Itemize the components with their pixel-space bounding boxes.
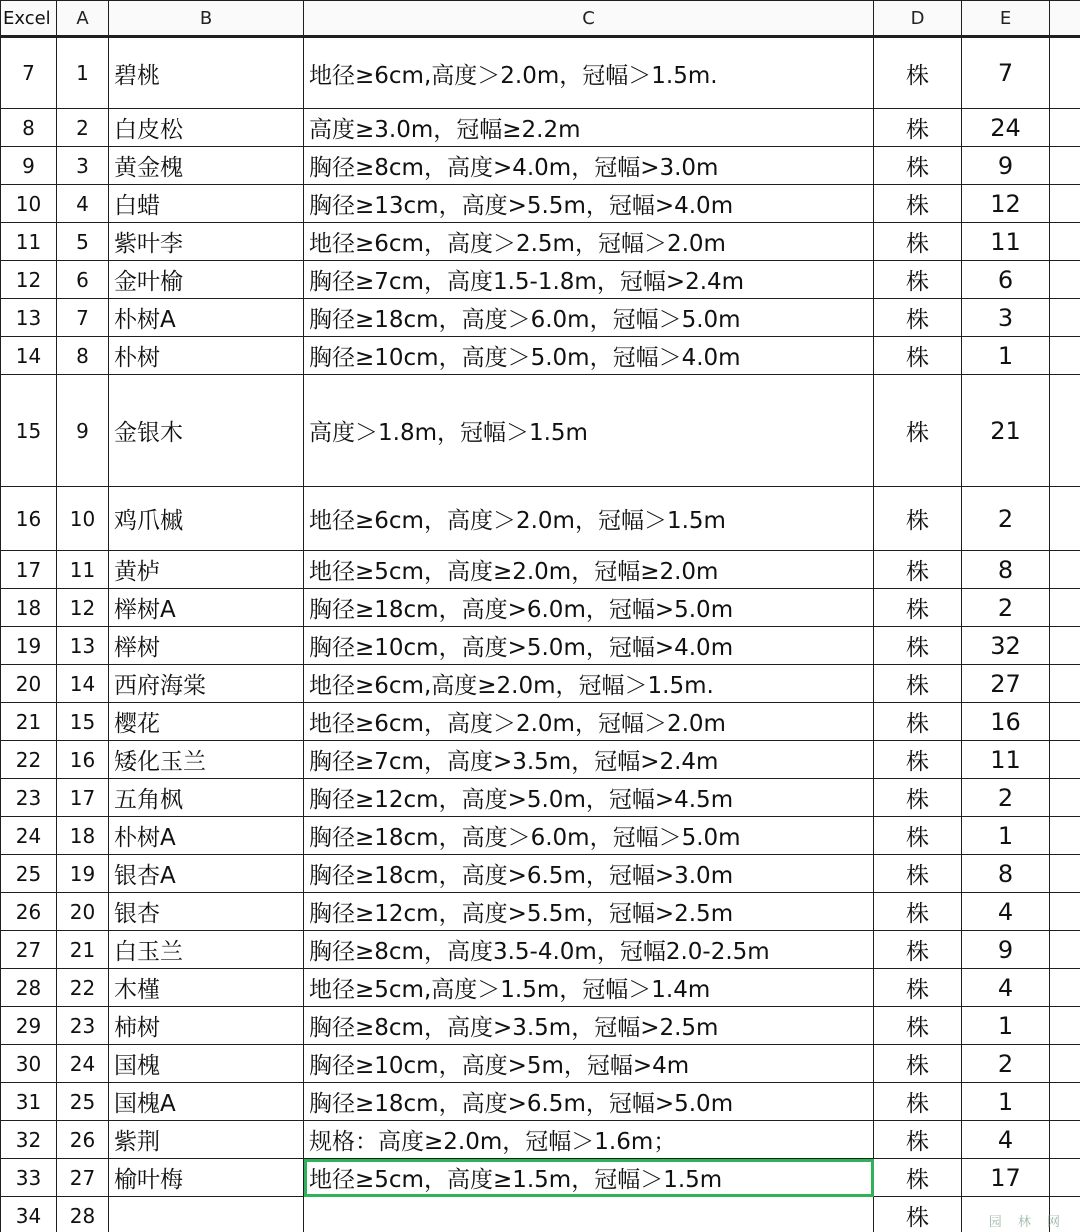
- cell-unit[interactable]: 株: [874, 931, 962, 969]
- cell-plant-name[interactable]: 柿树: [109, 1007, 304, 1045]
- cell-spec[interactable]: 胸径≥8cm，高度>3.5m，冠幅>2.5m: [304, 1007, 874, 1045]
- cell-quantity[interactable]: 11: [962, 741, 1050, 779]
- selected-cell[interactable]: 地径≥5cm，高度≥1.5m，冠幅＞1.5m: [304, 1159, 874, 1197]
- cell-seq[interactable]: 20: [57, 893, 109, 931]
- cell-quantity[interactable]: 1: [962, 1007, 1050, 1045]
- cell-unit[interactable]: 株: [874, 1197, 962, 1232]
- cell-plant-name[interactable]: 黄金槐: [109, 147, 304, 185]
- cell-unit[interactable]: 株: [874, 375, 962, 487]
- cell-quantity[interactable]: 2: [962, 589, 1050, 627]
- cell-plant-name[interactable]: 矮化玉兰: [109, 741, 304, 779]
- cell-spec[interactable]: 地径≥6cm，高度＞2.0m，冠幅＞1.5m: [304, 487, 874, 551]
- cell-plant-name[interactable]: 金叶榆: [109, 261, 304, 299]
- cell-seq[interactable]: 13: [57, 627, 109, 665]
- cell-spec[interactable]: 胸径≥13cm，高度>5.5m，冠幅>4.0m: [304, 185, 874, 223]
- cell-seq[interactable]: 5: [57, 223, 109, 261]
- cell-unit[interactable]: 株: [874, 337, 962, 375]
- cell-unit[interactable]: 株: [874, 1045, 962, 1083]
- table-row: [1, 779, 1080, 817]
- cell-unit[interactable]: 株: [874, 147, 962, 185]
- table-row: [1, 855, 1080, 893]
- cell-plant-name[interactable]: 西府海棠: [109, 665, 304, 703]
- column-header-d[interactable]: D: [874, 1, 962, 37]
- cell-quantity[interactable]: 1: [962, 337, 1050, 375]
- cell-plant-name[interactable]: 国槐A: [109, 1083, 304, 1121]
- cell-plant-name[interactable]: 银杏A: [109, 855, 304, 893]
- cell-empty[interactable]: [1050, 665, 1080, 703]
- table-row: [1, 37, 1080, 109]
- row-number[interactable]: 31: [1, 1083, 57, 1121]
- cell-unit[interactable]: 株: [874, 1121, 962, 1159]
- cell-plant-name[interactable]: 金银木: [109, 375, 304, 487]
- cell-quantity[interactable]: 6: [962, 261, 1050, 299]
- cell-empty[interactable]: [1050, 223, 1080, 261]
- cell-unit[interactable]: 株: [874, 1083, 962, 1121]
- corner-cell[interactable]: Excel: [1, 1, 57, 37]
- table-row: [1, 1121, 1080, 1159]
- cell-quantity[interactable]: 1: [962, 817, 1050, 855]
- cell-quantity[interactable]: 2: [962, 487, 1050, 551]
- cell-plant-name[interactable]: 鸡爪槭: [109, 487, 304, 551]
- row-number[interactable]: 27: [1, 931, 57, 969]
- table-row: [1, 703, 1080, 741]
- row-number[interactable]: 25: [1, 855, 57, 893]
- table-row: [1, 1159, 1080, 1197]
- table-row: [1, 1007, 1080, 1045]
- cell-unit[interactable]: 株: [874, 741, 962, 779]
- row-number[interactable]: 33: [1, 1159, 57, 1197]
- cell-spec[interactable]: 胸径≥8cm，高度3.5-4.0m，冠幅2.0-2.5m: [304, 931, 874, 969]
- cell-empty[interactable]: [1050, 299, 1080, 337]
- cell-quantity[interactable]: 21: [962, 375, 1050, 487]
- cell-unit[interactable]: 株: [874, 299, 962, 337]
- row-number[interactable]: 34: [1, 1197, 57, 1232]
- cell-spec[interactable]: 地径≥6cm,高度≥2.0m，冠幅＞1.5m.: [304, 665, 874, 703]
- cell-unit[interactable]: 株: [874, 627, 962, 665]
- table-row: [1, 147, 1080, 185]
- cell-spec[interactable]: 高度＞1.8m，冠幅＞1.5m: [304, 375, 874, 487]
- cell-seq[interactable]: 19: [57, 855, 109, 893]
- cell-seq[interactable]: 15: [57, 703, 109, 741]
- cell-spec[interactable]: 胸径≥10cm，高度>5.0m，冠幅>4.0m: [304, 627, 874, 665]
- cell-seq[interactable]: 4: [57, 185, 109, 223]
- cell-empty[interactable]: [1050, 337, 1080, 375]
- cell-spec[interactable]: 胸径≥7cm，高度1.5-1.8m，冠幅>2.4m: [304, 261, 874, 299]
- table-row: [1, 969, 1080, 1007]
- column-header-f[interactable]: [1050, 1, 1080, 37]
- cell-empty[interactable]: [1050, 1083, 1080, 1121]
- cell-quantity[interactable]: 12: [962, 185, 1050, 223]
- cell-unit[interactable]: 株: [874, 223, 962, 261]
- sheet-body: [1, 37, 1080, 1232]
- row-number[interactable]: 29: [1, 1007, 57, 1045]
- cell-spec[interactable]: 胸径≥10cm，高度＞5.0m，冠幅＞4.0m: [304, 337, 874, 375]
- row-number[interactable]: 30: [1, 1045, 57, 1083]
- cell-seq[interactable]: 10: [57, 487, 109, 551]
- cell-empty[interactable]: [1050, 1159, 1080, 1197]
- cell-quantity[interactable]: 9: [962, 147, 1050, 185]
- table-row: [1, 817, 1080, 855]
- cell-empty[interactable]: [1050, 487, 1080, 551]
- column-header-row: [1, 1, 1080, 37]
- cell-quantity[interactable]: 4: [962, 969, 1050, 1007]
- row-number[interactable]: 8: [1, 109, 57, 147]
- cell-unit[interactable]: 株: [874, 37, 962, 109]
- row-number[interactable]: 7: [1, 37, 57, 109]
- cell-plant-name[interactable]: 朴树: [109, 337, 304, 375]
- cell-unit[interactable]: 株: [874, 185, 962, 223]
- cell-spec[interactable]: 胸径≥12cm，高度>5.5m，冠幅>2.5m: [304, 893, 874, 931]
- row-number[interactable]: 32: [1, 1121, 57, 1159]
- cell-seq[interactable]: 16: [57, 741, 109, 779]
- cell-spec[interactable]: 胸径≥18cm，高度>6.0m，冠幅>5.0m: [304, 589, 874, 627]
- cell-spec[interactable]: 高度≥3.0m，冠幅≥2.2m: [304, 109, 874, 147]
- cell-quantity[interactable]: 16: [962, 703, 1050, 741]
- table-row: [1, 375, 1080, 487]
- cell-plant-name[interactable]: 国槐: [109, 1045, 304, 1083]
- cell-empty[interactable]: [1050, 589, 1080, 627]
- row-number[interactable]: 13: [1, 299, 57, 337]
- cell-empty[interactable]: [1050, 855, 1080, 893]
- table-row: [1, 589, 1080, 627]
- cell-seq[interactable]: 8: [57, 337, 109, 375]
- cell-unit[interactable]: 株: [874, 703, 962, 741]
- cell-empty[interactable]: [1050, 185, 1080, 223]
- row-number[interactable]: 11: [1, 223, 57, 261]
- row-number[interactable]: 9: [1, 147, 57, 185]
- cell-empty[interactable]: [1050, 931, 1080, 969]
- row-number[interactable]: 10: [1, 185, 57, 223]
- cell-plant-name[interactable]: 白蜡: [109, 185, 304, 223]
- row-number[interactable]: 20: [1, 665, 57, 703]
- table-row: [1, 551, 1080, 589]
- cell-plant-name[interactable]: 朴树A: [109, 299, 304, 337]
- cell-plant-name[interactable]: 榉树: [109, 627, 304, 665]
- cell-plant-name[interactable]: 榆叶梅: [109, 1159, 304, 1197]
- cell-spec[interactable]: 胸径≥18cm，高度>6.5m，冠幅>5.0m: [304, 1083, 874, 1121]
- table-row: [1, 931, 1080, 969]
- row-number[interactable]: 22: [1, 741, 57, 779]
- cell-plant-name[interactable]: 木槿: [109, 969, 304, 1007]
- column-header-b[interactable]: B: [109, 1, 304, 37]
- row-number[interactable]: 18: [1, 589, 57, 627]
- cell-unit[interactable]: 株: [874, 487, 962, 551]
- cell-plant-name[interactable]: 紫荆: [109, 1121, 304, 1159]
- table-row: [1, 223, 1080, 261]
- cell-plant-name[interactable]: 紫叶李: [109, 223, 304, 261]
- cell-quantity[interactable]: 4: [962, 893, 1050, 931]
- cell-unit[interactable]: 株: [874, 109, 962, 147]
- cell-empty[interactable]: [1050, 1007, 1080, 1045]
- cell-quantity[interactable]: 8: [962, 551, 1050, 589]
- cell-seq[interactable]: 9: [57, 375, 109, 487]
- cell-quantity[interactable]: 2: [962, 779, 1050, 817]
- row-number[interactable]: 16: [1, 487, 57, 551]
- cell-seq[interactable]: 27: [57, 1159, 109, 1197]
- cell-unit[interactable]: 株: [874, 551, 962, 589]
- cell-plant-name[interactable]: 朴树A: [109, 817, 304, 855]
- cell-plant-name[interactable]: 白玉兰: [109, 931, 304, 969]
- row-number[interactable]: 12: [1, 261, 57, 299]
- table-row: [1, 1197, 1080, 1232]
- cell-quantity[interactable]: 1: [962, 1083, 1050, 1121]
- cell-seq[interactable]: 26: [57, 1121, 109, 1159]
- column-header-c[interactable]: C: [304, 1, 874, 37]
- cell-quantity[interactable]: 4: [962, 1121, 1050, 1159]
- watermark-logo: 园 林 网: [988, 1215, 1066, 1230]
- cell-quantity[interactable]: 3: [962, 299, 1050, 337]
- cell-spec[interactable]: 胸径≥10cm，高度>5m，冠幅>4m: [304, 1045, 874, 1083]
- cell-seq[interactable]: 25: [57, 1083, 109, 1121]
- cell-spec[interactable]: 地径≥5cm,高度＞1.5m，冠幅＞1.4m: [304, 969, 874, 1007]
- cell-spec[interactable]: 地径≥6cm，高度＞2.0m，冠幅＞2.0m: [304, 703, 874, 741]
- cell-quantity[interactable]: 11: [962, 223, 1050, 261]
- cell-spec[interactable]: 地径≥6cm,高度＞2.0m，冠幅＞1.5m.: [304, 37, 874, 109]
- cell-spec[interactable]: 胸径≥8cm，高度>4.0m，冠幅>3.0m: [304, 147, 874, 185]
- cell-spec[interactable]: 胸径≥18cm，高度>6.5m，冠幅>3.0m: [304, 855, 874, 893]
- cell-seq[interactable]: 28: [57, 1197, 109, 1232]
- cell-spec[interactable]: 胸径≥12cm，高度>5.0m，冠幅>4.5m: [304, 779, 874, 817]
- row-number[interactable]: 14: [1, 337, 57, 375]
- cell-seq[interactable]: 2: [57, 109, 109, 147]
- table-row: [1, 1083, 1080, 1121]
- cell-seq[interactable]: 23: [57, 1007, 109, 1045]
- cell-unit[interactable]: 株: [874, 1159, 962, 1197]
- cell-empty[interactable]: [1050, 37, 1080, 109]
- cell-plant-name[interactable]: 黄栌: [109, 551, 304, 589]
- cell-seq[interactable]: 3: [57, 147, 109, 185]
- cell-unit[interactable]: 株: [874, 817, 962, 855]
- cell-unit[interactable]: 株: [874, 665, 962, 703]
- table-row: [1, 893, 1080, 931]
- cell-seq[interactable]: 7: [57, 299, 109, 337]
- cell-empty[interactable]: [1050, 147, 1080, 185]
- cell-spec[interactable]: 规格：高度≥2.0m，冠幅＞1.6m；: [304, 1121, 874, 1159]
- cell-empty[interactable]: [1050, 109, 1080, 147]
- cell-unit[interactable]: 株: [874, 589, 962, 627]
- cell-unit[interactable]: 株: [874, 893, 962, 931]
- table-row: [1, 109, 1080, 147]
- row-number[interactable]: 17: [1, 551, 57, 589]
- table-row: [1, 299, 1080, 337]
- cell-plant-name[interactable]: 榉树A: [109, 589, 304, 627]
- cell-seq[interactable]: 11: [57, 551, 109, 589]
- cell-seq[interactable]: 17: [57, 779, 109, 817]
- cell-seq[interactable]: 22: [57, 969, 109, 1007]
- column-header-e[interactable]: E: [962, 1, 1050, 37]
- cell-spec[interactable]: 地径≥6cm，高度＞2.5m，冠幅＞2.0m: [304, 223, 874, 261]
- cell-empty[interactable]: [1050, 627, 1080, 665]
- table-row: [1, 487, 1080, 551]
- table-row: [1, 665, 1080, 703]
- row-number[interactable]: 26: [1, 893, 57, 931]
- cell-unit[interactable]: 株: [874, 261, 962, 299]
- cell-empty[interactable]: [1050, 779, 1080, 817]
- cell-empty[interactable]: [1050, 741, 1080, 779]
- cell-empty[interactable]: [1050, 817, 1080, 855]
- cell-seq[interactable]: 12: [57, 589, 109, 627]
- cell-plant-name[interactable]: [109, 1197, 304, 1232]
- cell-seq[interactable]: 18: [57, 817, 109, 855]
- cell-quantity[interactable]: 24: [962, 109, 1050, 147]
- cell-quantity[interactable]: 17: [962, 1159, 1050, 1197]
- cell-seq[interactable]: 14: [57, 665, 109, 703]
- cell-empty[interactable]: [1050, 551, 1080, 589]
- cell-plant-name[interactable]: 樱花: [109, 703, 304, 741]
- row-number[interactable]: 21: [1, 703, 57, 741]
- cell-spec[interactable]: [304, 1197, 874, 1232]
- cell-quantity[interactable]: 9: [962, 931, 1050, 969]
- cell-quantity[interactable]: 27: [962, 665, 1050, 703]
- cell-unit[interactable]: 株: [874, 969, 962, 1007]
- cell-seq[interactable]: 21: [57, 931, 109, 969]
- table-row: [1, 1045, 1080, 1083]
- table-row: [1, 185, 1080, 223]
- cell-spec[interactable]: 胸径≥18cm，高度＞6.0m，冠幅＞5.0m: [304, 299, 874, 337]
- table-row: [1, 741, 1080, 779]
- cell-empty[interactable]: [1050, 703, 1080, 741]
- row-number[interactable]: 19: [1, 627, 57, 665]
- row-number[interactable]: 24: [1, 817, 57, 855]
- cell-plant-name[interactable]: 银杏: [109, 893, 304, 931]
- column-header-a[interactable]: A: [57, 1, 109, 37]
- cell-plant-name[interactable]: 白皮松: [109, 109, 304, 147]
- cell-empty[interactable]: [1050, 1045, 1080, 1083]
- row-number[interactable]: 15: [1, 375, 57, 487]
- table-row: [1, 261, 1080, 299]
- cell-spec[interactable]: 胸径≥7cm，高度>3.5m，冠幅>2.4m: [304, 741, 874, 779]
- cell-unit[interactable]: 株: [874, 779, 962, 817]
- cell-quantity[interactable]: 8: [962, 855, 1050, 893]
- cell-plant-name[interactable]: 碧桃: [109, 37, 304, 109]
- cell-empty[interactable]: [1050, 261, 1080, 299]
- row-number[interactable]: 23: [1, 779, 57, 817]
- cell-seq[interactable]: 6: [57, 261, 109, 299]
- cell-unit[interactable]: 株: [874, 855, 962, 893]
- table-row: [1, 627, 1080, 665]
- table-row: [1, 337, 1080, 375]
- cell-spec[interactable]: 胸径≥18cm，高度＞6.0m，冠幅＞5.0m: [304, 817, 874, 855]
- cell-empty[interactable]: [1050, 1121, 1080, 1159]
- cell-empty[interactable]: [1050, 375, 1080, 487]
- cell-quantity[interactable]: 7: [962, 37, 1050, 109]
- cell-spec[interactable]: 地径≥5cm，高度≥2.0m，冠幅≥2.0m: [304, 551, 874, 589]
- row-number[interactable]: 28: [1, 969, 57, 1007]
- cell-quantity[interactable]: 2: [962, 1045, 1050, 1083]
- cell-plant-name[interactable]: 五角枫: [109, 779, 304, 817]
- cell-empty[interactable]: [1050, 893, 1080, 931]
- cell-seq[interactable]: 24: [57, 1045, 109, 1083]
- cell-unit[interactable]: 株: [874, 1007, 962, 1045]
- cell-quantity[interactable]: 32: [962, 627, 1050, 665]
- cell-empty[interactable]: [1050, 969, 1080, 1007]
- cell-seq[interactable]: 1: [57, 37, 109, 109]
